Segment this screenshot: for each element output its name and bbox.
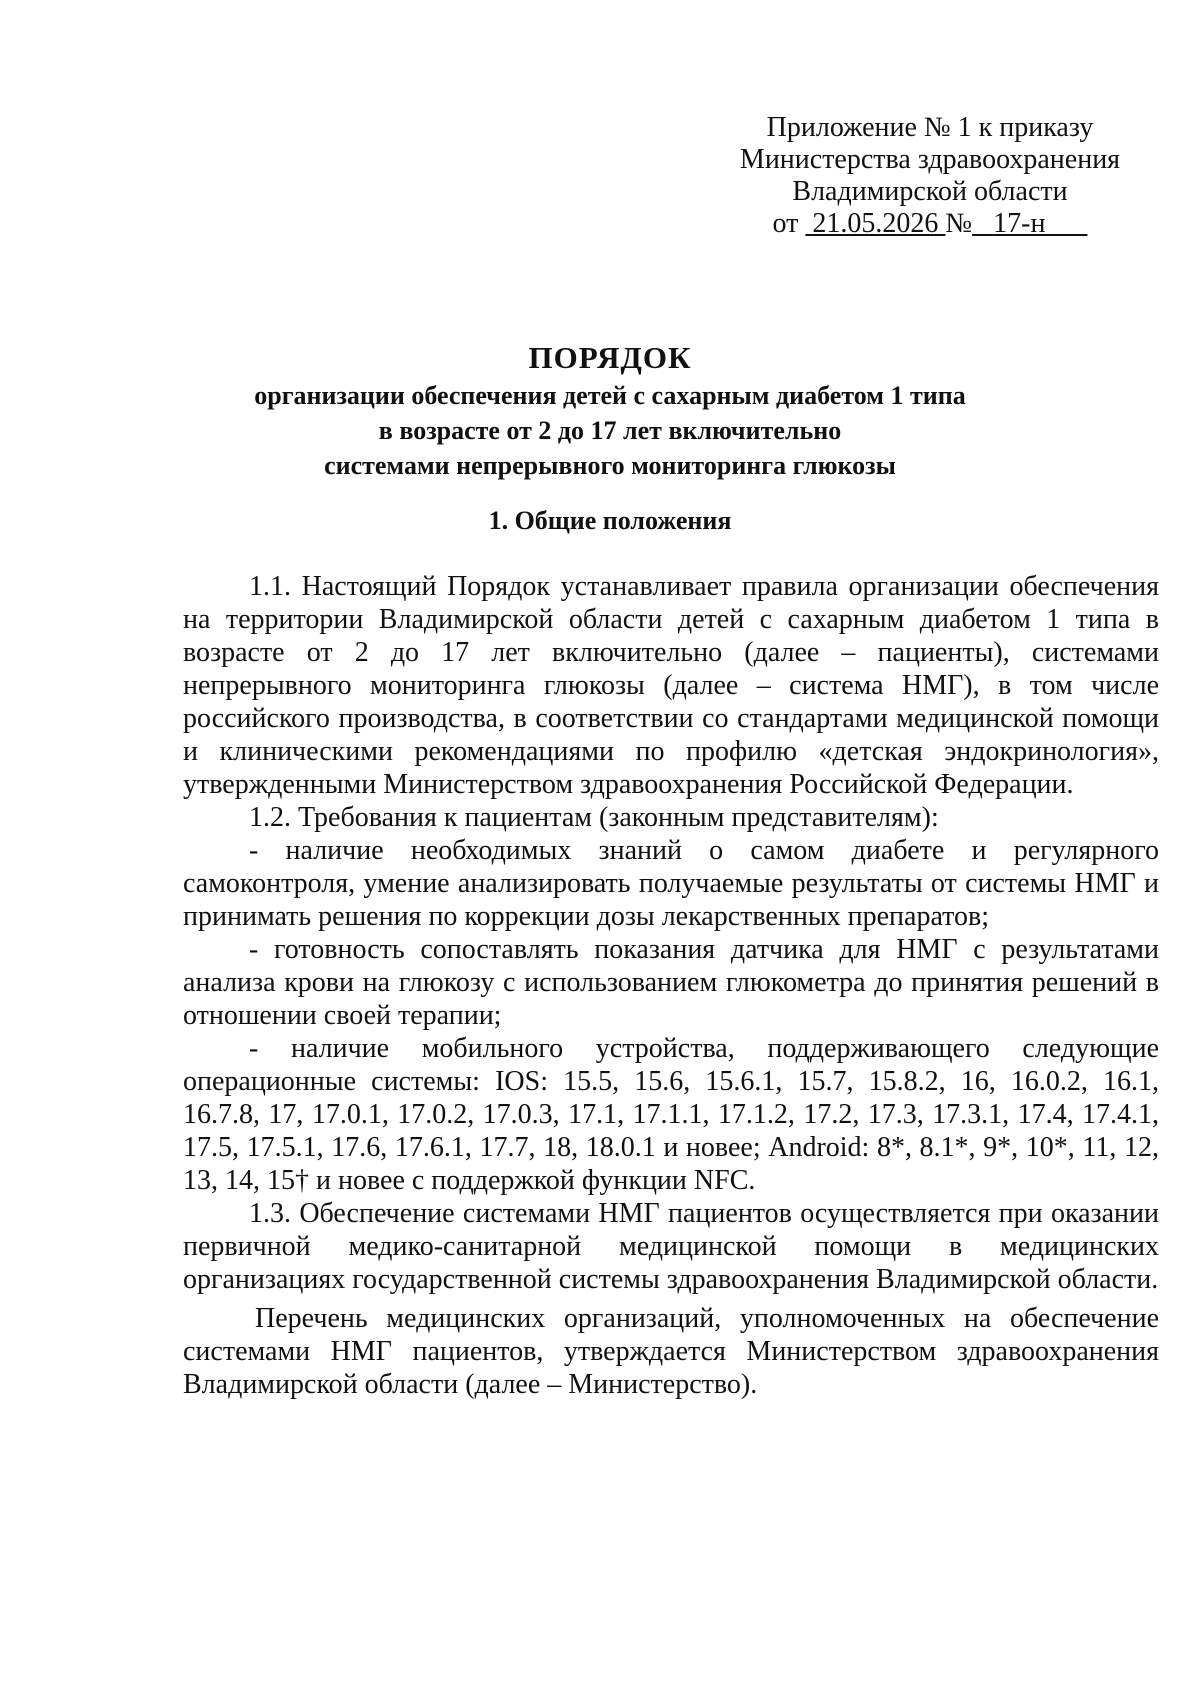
requirement-3: - наличие мобильного устройства, поддерживающего следующие операционные системы: IOS: 15.5, 15.6, 15.6.1, 15.7, 15.8.2, 16, 16.0.2, 16.1, 16.7.8, 17, 17.0.1, 17.0.2, 17.0.3, 17.1, 17.1.1, 17.1.2, 17.2, 17.3, 17.3.1, 17.4, 17.4.1, 17.5, 17.5.1, 17.6, 17.6.1, 17.7, 18, 18.0.1 и новее; Android: 8*, 8.1*, 9*, 10*, 11, 12, 13, 14, 15† и новее с поддержкой функции NFC. (183, 1033, 1159, 1196)
title-line-3: системами непрерывного мониторинга глюкозы (324, 451, 896, 480)
requirement-2: - готовность сопоставлять показания датчика для НМГ с результатами анализа крови на глюкозу с использованием глюкометра до принятия решений в отношении своей терапии; (183, 934, 1159, 1031)
number-sign: № (945, 208, 973, 239)
section-body (183, 570, 1159, 1401)
appendix-line-1: Приложение № 1 к приказу (766, 112, 1094, 143)
paragraph-1-3: 1.3. Обеспечение системами НМГ пациентов осуществляется при оказании первичной медико-санитарной медицинской помощи в медицинских организациях государственной системы здравоохранения Владимирской области. (183, 1198, 1159, 1295)
section-heading: 1. Общие положения (488, 506, 732, 535)
title-line-2: в возрасте от 2 до 17 лет включительно (378, 416, 842, 445)
appendix-line-2: Министерства здравоохранения (739, 144, 1121, 175)
title-line-1: организации обеспечения детей с сахарным диабетом 1 типа (254, 381, 966, 410)
date-prefix: от (772, 208, 799, 239)
order-date: 21.05.2026 (812, 208, 939, 239)
order-number: 17-н (993, 208, 1046, 239)
appendix-date-line (700, 208, 1160, 240)
appendix-header (700, 112, 1160, 240)
title-main: ПОРЯДОК (528, 340, 692, 375)
requirement-1: - наличие необходимых знаний о самом диабете и регулярного самоконтроля, умение анализировать получаемые результаты от системы НМГ и принимать решения по коррекции дозы лекарственных препаратов; (183, 835, 1159, 932)
paragraph-1-1: 1.1. Настоящий Порядок устанавливает правила организации обеспечения на территории Владимирской области детей с сахарным диабетом 1 типа в возрасте от 2 до 17 лет включительно (далее – пациенты), системами непрерывного мониторинга глюкозы (далее – система НМГ), в том числе российского производства, в соответствии со стандартами медицинской помощи и клиническими рекомендациями по профилю «детская эндокринология», утвержденными Министерством здравоохранения Российской Федерации. (183, 571, 1159, 800)
appendix-line-3: Владимирской области (792, 176, 1068, 207)
paragraph-organization-list: Перечень медицинских организаций, уполномоченных на обеспечение системами НМГ пациентов, утверждается Министерством здравоохранения Владимирской области (далее – Министерство). (183, 1303, 1159, 1400)
paragraph-1-2: 1.2. Требования к пациентам (законным представителям): (249, 802, 939, 833)
document-title (180, 338, 1040, 483)
